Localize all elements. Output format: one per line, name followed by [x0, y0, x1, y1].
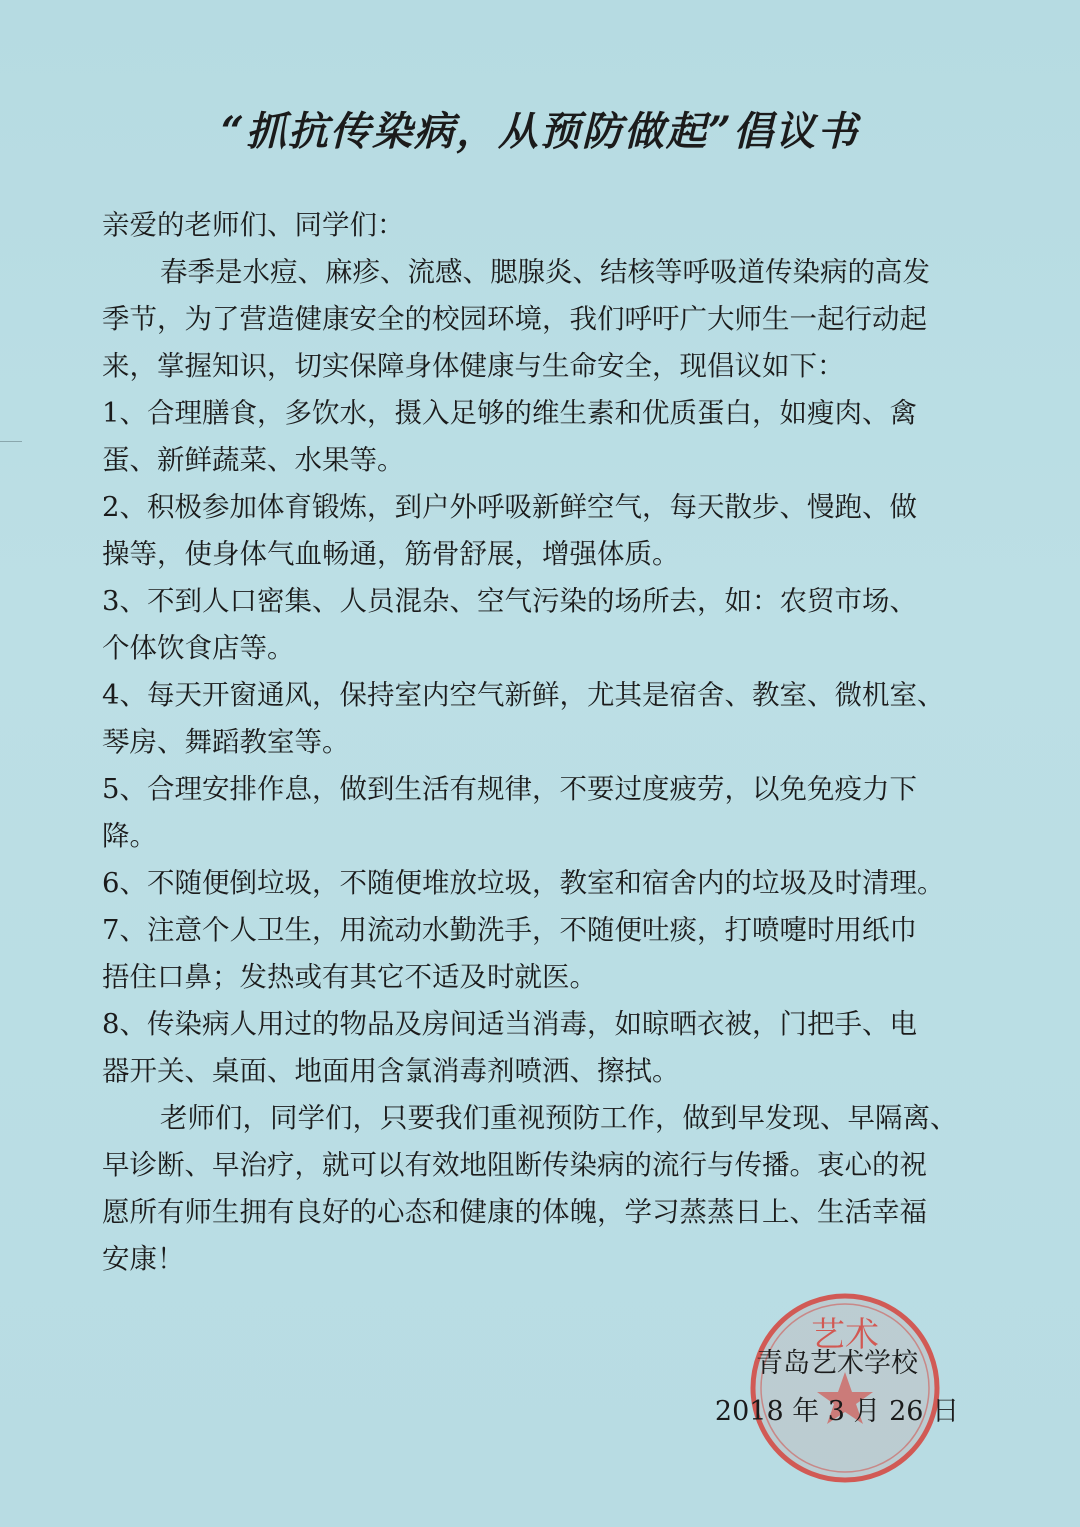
item-5-line: 降。	[102, 820, 157, 852]
signature-block	[712, 1340, 962, 1436]
item-3-line: 个体饮食店等。	[102, 632, 295, 664]
intro-line: 来，掌握知识，切实保障身体健康与生命安全，现倡议如下：	[102, 350, 845, 382]
closing-line: 早诊断、早治疗，就可以有效地阻断传染病的流行与传播。衷心的祝	[102, 1149, 927, 1181]
item-1-line: 1、合理膳食，多饮水，摄入足够的维生素和优质蛋白，如瘦肉、禽	[102, 397, 917, 429]
signature-date: 2018 年 3 月 26 日	[714, 1396, 960, 1427]
item-8-line: 8、传染病人用过的物品及房间适当消毒，如晾晒衣被，门把手、电	[102, 1008, 917, 1040]
item-4-line: 4、每天开窗通风，保持室内空气新鲜，尤其是宿舍、教室、微机室、	[102, 679, 945, 711]
item-2-line: 2、积极参加体育锻炼，到户外呼吸新鲜空气，每天散步、慢跑、做	[102, 491, 917, 523]
item-3-line: 3、不到人口密集、人员混杂、空气污染的场所去，如：农贸市场、	[102, 585, 917, 617]
item-4-line: 琴房、舞蹈教室等。	[102, 726, 350, 758]
closing-line: 老师们，同学们，只要我们重视预防工作，做到早发现、早隔离、	[160, 1102, 958, 1134]
closing-line: 安康！	[102, 1243, 185, 1275]
item-2-line: 操等，使身体气血畅通，筋骨舒展，增强体质。	[102, 538, 680, 570]
item-7-line: 7、注意个人卫生，用流动水勤洗手，不随便吐痰，打喷嚏时用纸巾	[102, 914, 917, 946]
item-1-line: 蛋、新鲜蔬菜、水果等。	[102, 444, 405, 476]
closing-line: 愿所有师生拥有良好的心态和健康的体魄，学习蒸蒸日上、生活幸福	[102, 1196, 927, 1228]
item-7-line: 捂住口鼻；发热或有其它不适及时就医。	[102, 961, 597, 993]
seal-text: 艺术	[811, 1315, 879, 1355]
letter-title: “抓抗传染病，从预防做起”倡议书	[220, 108, 859, 155]
item-6-line: 6、不随便倒垃圾，不随便堆放垃圾，教室和宿舍内的垃圾及时清理。	[102, 867, 945, 899]
edge-mark	[0, 441, 22, 442]
item-8-line: 器开关、桌面、地面用含氯消毒剂喷洒、擦拭。	[102, 1055, 680, 1087]
signature-org: 青岛艺术学校	[756, 1348, 918, 1379]
greeting: 亲爱的老师们、同学们：	[102, 209, 405, 241]
letter-body	[102, 202, 982, 1283]
item-5-line: 5、合理安排作息，做到生活有规律，不要过度疲劳，以免免疫力下	[102, 773, 917, 805]
intro-line: 春季是水痘、麻疹、流感、腮腺炎、结核等呼吸道传染病的高发	[160, 256, 930, 288]
intro-line: 季节，为了营造健康安全的校园环境，我们呼吁广大师生一起行动起	[102, 303, 927, 335]
